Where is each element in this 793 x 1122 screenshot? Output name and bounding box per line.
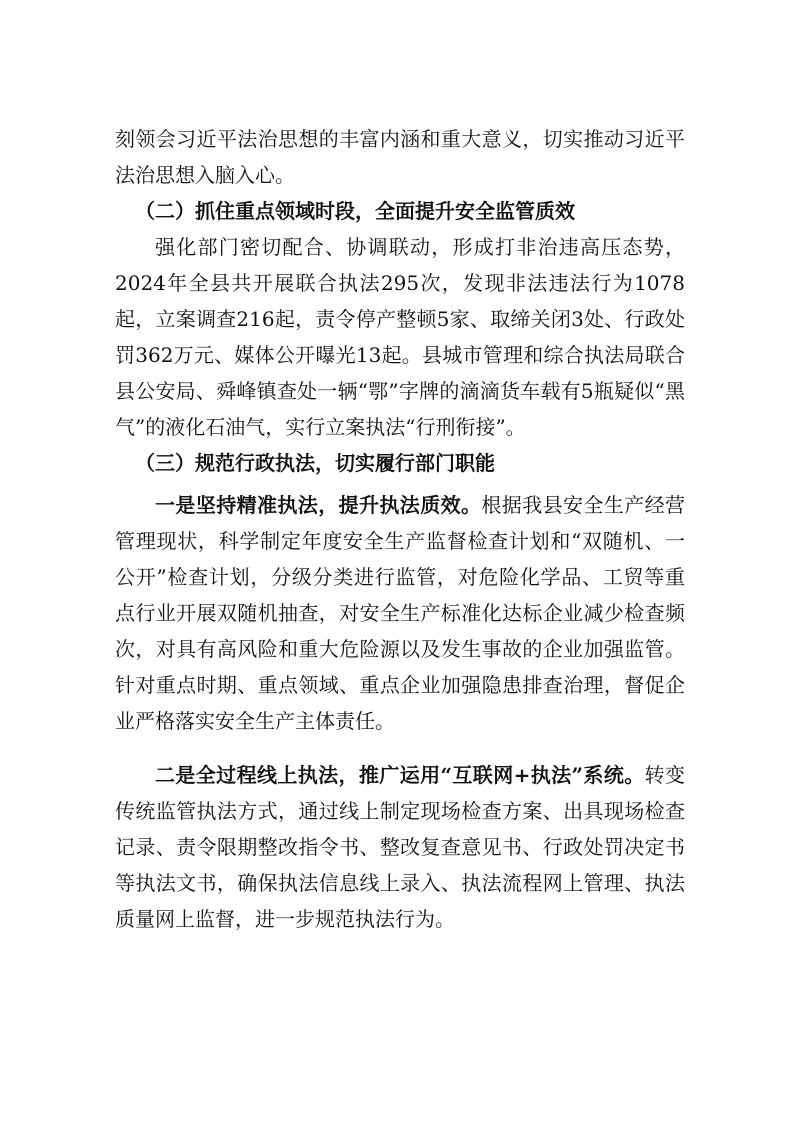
paragraph-enforcement-stats: 强化部门密切配合、协调联动，形成打非治违高压态势，2024年全县共开展联合执法295次，发现非法违法行为1078起，立案调查216起，责令停产整顿5家、取缔关闭3处、行政处罚362万元、媒体公开曝光13起。县城市管理和综合执法局联合县公安局、舜峰镇查处一辆“鄂”字牌的滴滴货车载有5瓶疑似“黑气”的液化石油气，实行立案执法“行刑衔接”。 — [115, 235, 685, 439]
section-heading-2: （二）抓住重点领域时段，全面提升安全监管质效 — [135, 199, 575, 223]
item-1-body: 根据我县安全生产经营管理现状，科学制定年度安全生产监督检查计划和“双随机、一公开”检查计划，分级分类进行监管，对危险化学品、工贸等重点行业开展双随机抽查，对安全生产标准化达标企业减少检查频次，对具有高风险和重大危险源以及发生事故的企业加强监管。针对重点时期、重点领域、重点企业加强隐患排查治理，督促企业严格落实安全生产主体责任。 — [115, 493, 686, 733]
paragraph-precise-enforcement — [115, 487, 685, 739]
paragraph-continuation: 刻领会习近平法治思想的丰富内涵和重大意义，切实推动习近平法治思想入脑入心。 — [115, 127, 685, 187]
item-1-lead: 一是坚持精准执法，提升执法质效。 — [155, 493, 482, 517]
item-2-body: 转变传统监管执法方式，通过线上制定现场检查方案、出具现场检查记录、责令限期整改指令书、整改复查意见书、行政处罚决定书等执法文书，确保执法信息线上录入、执法流程网上管理、执法质量网上监督，进一步规范执法行为。 — [115, 763, 686, 931]
item-2-lead: 二是全过程线上执法，推广运用“互联网+执法”系统。 — [155, 763, 645, 787]
section-heading-3: （三）规范行政执法，切实履行部门职能 — [135, 451, 495, 475]
paragraph-online-enforcement — [115, 757, 685, 937]
